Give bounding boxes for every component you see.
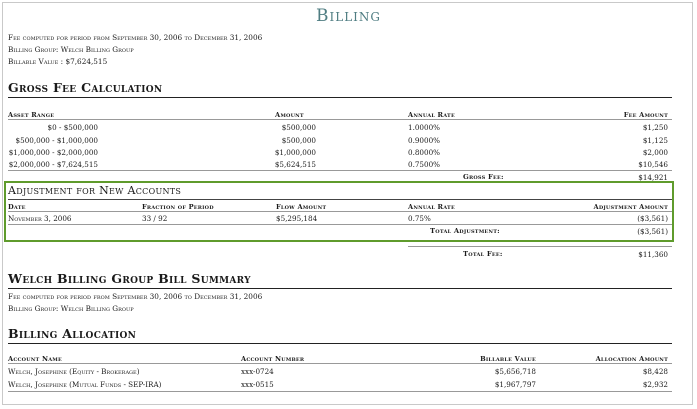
fee-cell: $10,546 <box>638 160 668 169</box>
billing-allocation-rule <box>8 343 672 344</box>
amount-cell: $5,624,515 <box>274 160 316 169</box>
col-fraction: Fraction of Period <box>142 203 214 211</box>
adj-fraction-cell: 33 / 92 <box>142 214 168 223</box>
gross-total-rule <box>8 170 672 171</box>
fee-cell: $1,125 <box>642 136 668 145</box>
amount-cell: $500,000 <box>281 123 316 132</box>
billing-group-text: Billing Group: Welch Billing Group <box>8 45 134 54</box>
billable-value-cell: $5,656,718 <box>494 367 536 376</box>
amount-cell: $500,000 <box>281 136 316 145</box>
col-flow-amount: Flow Amount <box>276 203 327 211</box>
adjustment-header-rule <box>8 211 672 212</box>
rate-cell: 1.0000% <box>408 123 440 132</box>
col-account-number: Account Number <box>241 355 305 363</box>
fee-cell: $1,250 <box>642 123 668 132</box>
adjustment-title-rule <box>8 199 672 200</box>
rate-cell: 0.7500% <box>408 160 440 169</box>
rate-cell: 0.9000% <box>408 136 440 145</box>
col-adj-rate: Annual Rate <box>408 203 455 211</box>
adj-rate-cell: 0.75% <box>408 214 431 223</box>
allocation-header-rule <box>8 363 672 364</box>
amount-cell: $1,000,000 <box>274 148 316 157</box>
billable-value-cell: $1,967,797 <box>494 380 536 389</box>
page-title: Billing <box>316 6 381 26</box>
gross-fee-rule <box>8 97 672 98</box>
period-text: Fee computed for period from September 30, 2006 to December 31, 2006 <box>8 33 263 42</box>
allocation-amount-cell: $8,428 <box>642 367 668 376</box>
total-adjustment-label: Total Adjustment: <box>430 227 500 235</box>
total-fee-label: Total Fee: <box>463 250 503 258</box>
billing-allocation-title: Billing Allocation <box>8 326 137 341</box>
asset-range-cell: $0 - $500,000 <box>47 123 98 132</box>
col-date: Date <box>8 203 26 211</box>
rate-cell: 0.8000% <box>408 148 440 157</box>
asset-range-cell: $2,000,000 - $7,624,515 <box>8 160 98 169</box>
adj-amount-cell: ($3,561) <box>637 214 668 223</box>
gross-header-rule <box>8 119 672 120</box>
summary-period-text: Fee computed for period from September 30, 2006 to December 31, 2006 <box>8 292 263 301</box>
total-fee-value: $11,360 <box>638 250 668 259</box>
col-allocation-amount: Allocation Amount <box>595 355 668 363</box>
col-asset-range: Asset Range <box>8 111 55 119</box>
adj-date-cell: November 3, 2006 <box>8 214 72 223</box>
account-name-cell: Welch, Josephine (Mutual Funds - SEP-IRA) <box>8 380 162 389</box>
allocation-amount-cell: $2,932 <box>642 380 668 389</box>
bill-summary-title: Welch Billing Group Bill Summary <box>8 271 251 286</box>
col-fee-amount: Fee Amount <box>623 111 668 119</box>
col-annual-rate: Annual Rate <box>408 111 455 119</box>
col-billable-value: Billable Value <box>480 355 536 363</box>
bill-summary-rule <box>8 288 672 289</box>
gross-fee-label: Gross Fee: <box>463 173 504 181</box>
fee-cell: $2,000 <box>642 148 668 157</box>
total-adjustment-value: ($3,561) <box>637 227 668 236</box>
account-number-cell: xxx-0515 <box>241 380 274 389</box>
summary-group-text: Billing Group: Welch Billing Group <box>8 304 134 313</box>
total-fee-rule <box>408 246 672 247</box>
account-name-cell: Welch, Josephine (Equity - Brokerage) <box>8 367 140 376</box>
col-account-name: Account Name <box>8 355 63 363</box>
asset-range-cell: $1,000,000 - $2,000,000 <box>8 148 98 157</box>
col-adj-amount: Adjustment Amount <box>593 203 668 211</box>
gross-fee-title: Gross Fee Calculation <box>8 80 163 95</box>
asset-range-cell: $500,000 - $1,000,000 <box>15 136 98 145</box>
gross-fee-value: $14,921 <box>638 173 668 182</box>
col-amount: Amount <box>275 111 304 119</box>
adjustment-title: Adjustment for New Accounts <box>8 184 182 197</box>
adjustment-total-rule <box>8 224 672 225</box>
adj-flow-cell: $5,295,184 <box>276 214 318 223</box>
allocation-bottom-rule <box>8 391 672 392</box>
account-number-cell: xxx-0724 <box>241 367 274 376</box>
billable-value-text: Billable Value : $7,624,515 <box>8 57 108 66</box>
